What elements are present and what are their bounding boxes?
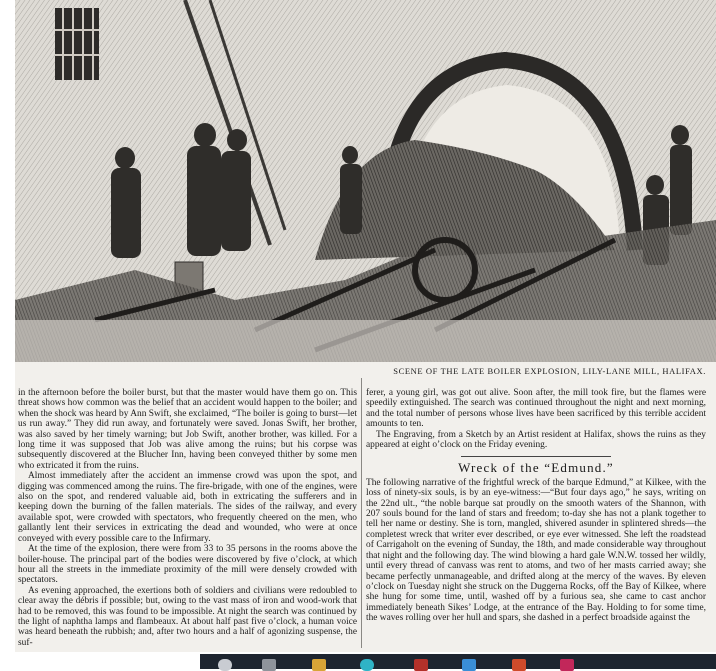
engraving-illustration [15, 0, 716, 362]
illustration-caption: SCENE OF THE LATE BOILER EXPLOSION, LILY-LANE MILL, HALIFAX. [393, 366, 706, 376]
browser-icon[interactable] [360, 659, 374, 671]
taskbar-strip [200, 654, 716, 669]
app-icon-red[interactable] [414, 659, 428, 671]
section-rule [461, 456, 611, 457]
barred-window [55, 8, 99, 80]
right-column [366, 388, 706, 624]
left-column [18, 388, 357, 648]
paragraph: At the time of the explosion, there were from 33 to 35 persons in the rooms above the boiler-house. The principal part of the bodies were discovered by five o’clock, at which hour all the streets in the immediate proximity of the mill were densely crowded with spectators. [18, 544, 357, 586]
app-icon-magenta[interactable] [560, 659, 574, 671]
taskbar [0, 652, 716, 669]
start-icon[interactable] [218, 659, 232, 671]
app-icon-orange[interactable] [512, 659, 526, 671]
paragraph: ferer, a young girl, was got out alive. Soon after, the mill took fire, but the flames were speedily extinguished. The search was continued throughout the night and next morning, and the total number of persons whose lives have been sacrificed by this terrible accident amounts to ten. [366, 388, 706, 430]
paragraph: in the afternoon before the boiler burst, but that the master would have them go on. This threat shows how common was the belief that an accident would happen to the boiler; and when the shock was heard by Ann Swift, she exclaimed, “The boiler is going to burst—let us run away.” They did run away, and fortunately were saved. Jonas Swift, her brother, was also saved by her timely warning; but Job Swift, another brother, was killed. For a long time it was supposed that Job was alive among the ruins; but his corpse was subsequently discovered at the Blucher Inn, having been conveyed thither by some men who extricated it from the ruins. [18, 388, 357, 471]
paragraph: Almost immediately after the accident an immense crowd was upon the spot, and digging was commenced among the ruins. The fire-brigade, with one of the engines, were also on the spot, and rendered valuable aid, both in extricating the sufferers and in keeping down the burning of the fallen materials. The sides of the railway, and every available spot, were crowded with spectators, who frequently cheered on the men, who gallantly lent their services in extricating the dead and wounded, who were at once conveyed with every possible care to the Infirmary. [18, 471, 357, 544]
task-view-icon[interactable] [262, 659, 276, 671]
paragraph: The Engraving, from a Sketch by an Artist resident at Halifax, shows the ruins as they appeared at eight o’clock on the Friday evening. [366, 429, 706, 451]
file-explorer-icon[interactable] [312, 659, 326, 671]
paragraph: The following narrative of the frightful wreck of the barque Edmund,” at Kilkee, with the loss of ninety-six souls, is by an eye-witness:—“But four days ago,” he says, writing on the 22nd ult., “the noble barque sat proudly on the smooth waters of the Shannon, with 207 souls bound for the land of stars and freedom; to-day she has not a plank together to tell her name or destiny. She is torn, mangled, shivered asunder in splintered shreds—the completest wreck that writer ever described, or eye ever witnessed. She left the roadstead of Carrigaholt on the evening of Sunday, the 18th, and made considerable way throughout that night and the following day. The wind blowing a hard gale W.N.W. tossed her wildly, until every thread of canvass was rent to atoms, and two of her masts carried away; she became perfectly unmanageable, and drifted along at the mercy of the waves. By eleven o’clock on Tuesday night she struck on the Duggerna Rocks, off the Bay of Kilkee, where she hung for some time, until, washed off by a furious sea, she came to cast anchor immediately beneath Sikes’ Lodge, at the entrance of the Bay. Holding to for some time, the waves rolling over her hull and spars, she dashed in a perfect broadside against the [366, 477, 706, 624]
article-headline: Wreck of the “Edmund.” [458, 460, 614, 476]
page-margin [0, 0, 15, 652]
app-icon-blue[interactable] [462, 659, 476, 671]
column-divider [361, 378, 362, 648]
paragraph: As evening approached, the exertions both of soldiers and civilians were redoubled to clear away the débris if possible; but, owing to the vast mass of iron and wood-work that had to be removed, this was found to be impossible. At night the search was continued by the light of naphtha lamps and flambeaux. At about half past five o’clock, a human voice was heard beneath the rubbish; and, after two hours and a half of agonizing suspense, the suf- [18, 585, 357, 648]
